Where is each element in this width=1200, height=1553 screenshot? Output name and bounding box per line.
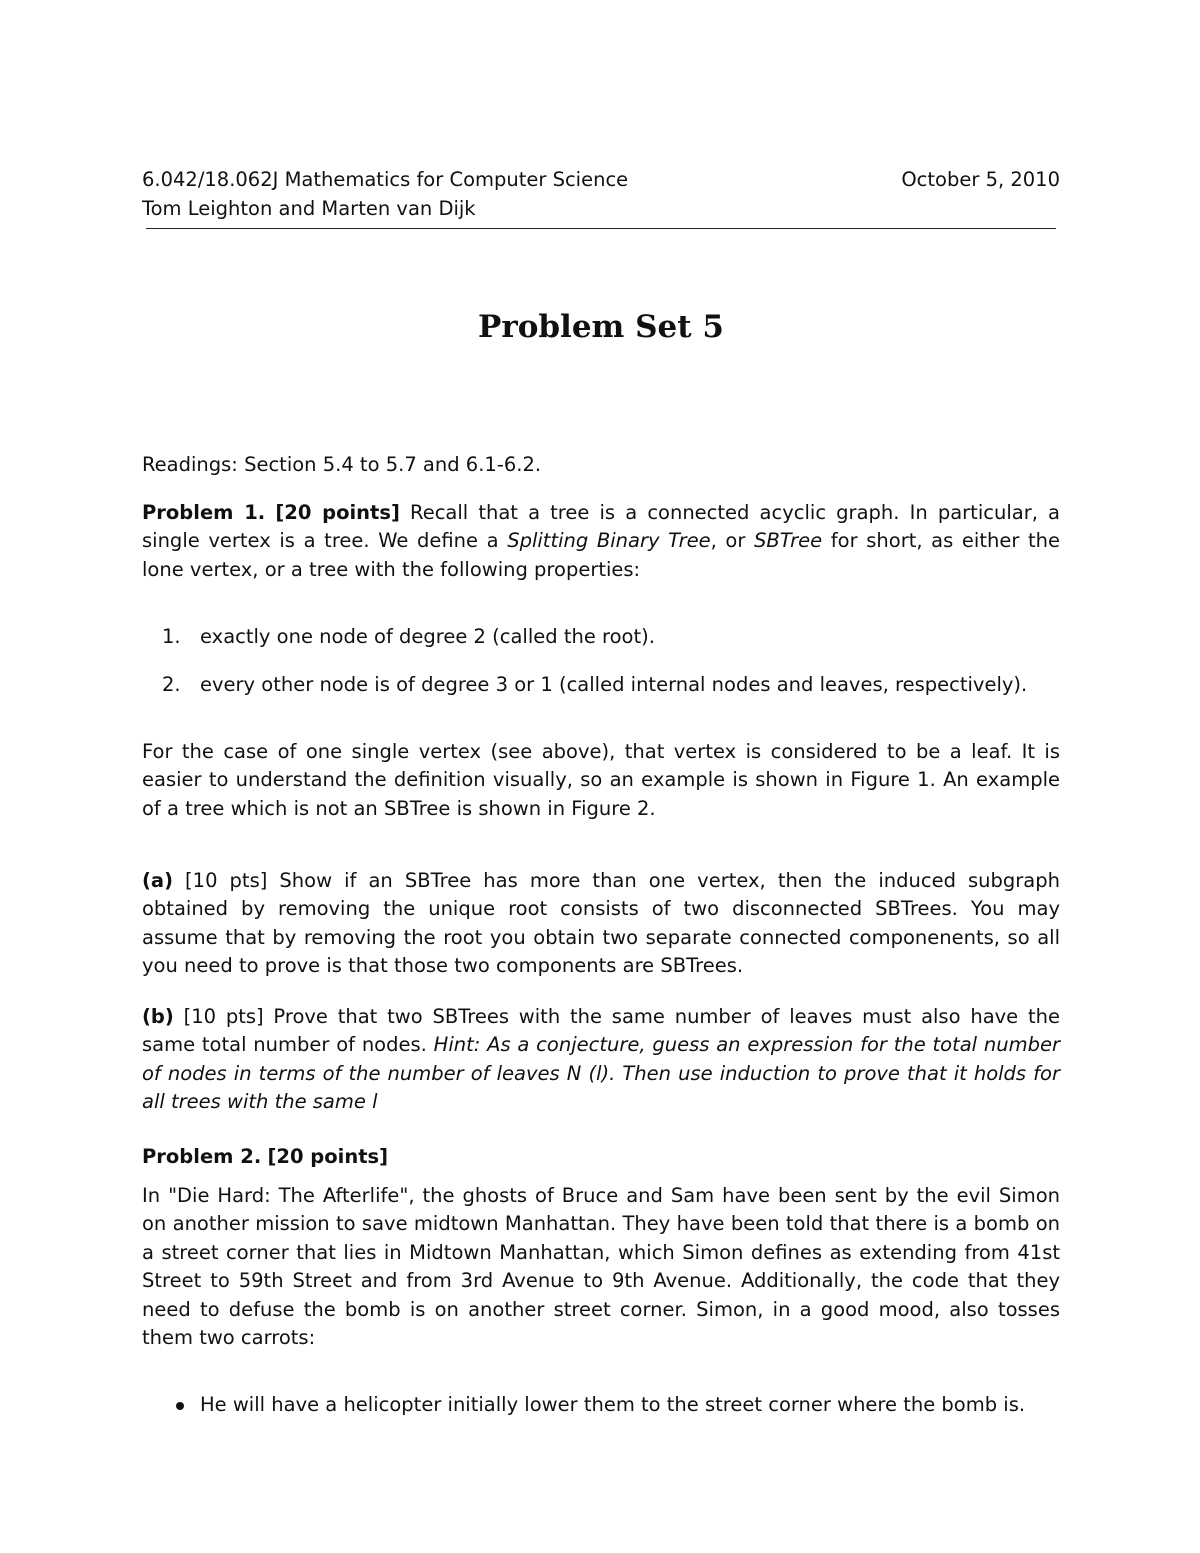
course-title: 6.042/18.062J Mathematics for Computer Science [142, 168, 629, 191]
term-splitting-binary-tree: Splitting Binary Tree [507, 529, 711, 553]
part-b-text: [10 pts] Prove that two SBTrees with the same number of leaves must also have the same total number of nodes. [142, 1005, 1060, 1057]
problem-1-label: Problem 1. [142, 501, 266, 524]
problem-1-intro-b: , or [710, 529, 754, 553]
part-a-text: [10 pts] Show if an SBTree has more than one vertex, then the induced subgraph obtained by removing the unique root consists of two disconnected SBTrees. You may assume that by removing the root you obtain two separate connected componenents, so all you need to prove is that those two components are SBTrees. [142, 869, 1060, 978]
header-rule [146, 228, 1056, 229]
header-line-2 [142, 195, 1060, 223]
readings: Readings: Section 5.4 to 5.7 and 6.1-6.2. [142, 453, 542, 476]
list-item-text: exactly one node of degree 2 (called the root). [200, 625, 655, 648]
problem-2-text: In "Die Hard: The Afterlife", the ghosts of Bruce and Sam have been sent by the evil Simon on another mission to save midtown Manhattan. They have been told that there is a bomb on a street corner that lies in Midtown Manhattan, which Simon defines as extending from 41st Street to 59th Street and from 3rd Avenue to 9th Avenue. Additionally, the code that they need to defuse the bomb is on another street corner. Simon, in a good mood, also tosses them two carrots: [142, 1184, 1060, 1350]
header-date: October 5, 2010 [901, 168, 1060, 191]
bullet-icon [176, 1402, 184, 1410]
problem-1-part-b [142, 1003, 1060, 1117]
problem-1-intro-c: for short, as either the lone vertex, or a tree with the following properties: [142, 529, 1060, 581]
bullet-text: He will have a helicopter initially lower them to the street corner where the bomb is. [200, 1393, 1026, 1416]
problem-2-points: [20 points] [267, 1145, 389, 1168]
list-item-text: every other node is of degree 3 or 1 (called internal nodes and leaves, respectively). [200, 673, 1028, 696]
problem-1-points: [20 points] [275, 501, 400, 524]
list-item-number: 2. [162, 673, 181, 696]
problem-1-intro [142, 499, 1060, 584]
problem-2-heading [142, 1143, 1060, 1171]
header-line-1 [142, 166, 1060, 194]
problem-1-part-a [142, 867, 1060, 981]
problem-1-intro-a: Recall that a tree is a connected acyclic graph. In particular, a single vertex is a tree. We define a [142, 501, 1060, 553]
list-item-number: 1. [162, 625, 181, 648]
part-b-label: (b) [142, 1005, 174, 1028]
problem-1-after: For the case of one single vertex (see above), that vertex is considered to be a leaf. It is easier to understand the definition visually, so an example is shown in Figure 1. An example of a tree which is not an SBTree is shown in Figure 2. [142, 740, 1060, 820]
part-b-hint: Hint: As a conjecture, guess an expression for the total number of nodes in terms of the number of leaves N (l). Then use induction to prove that it holds for all trees with the same l [142, 1033, 1061, 1114]
page-title: Problem Set 5 [478, 309, 724, 345]
part-a-label: (a) [142, 869, 173, 892]
header-authors: Tom Leighton and Marten van Dijk [142, 197, 476, 220]
problem-2-label: Problem 2. [142, 1145, 262, 1168]
term-sbtree: SBTree [754, 529, 823, 553]
